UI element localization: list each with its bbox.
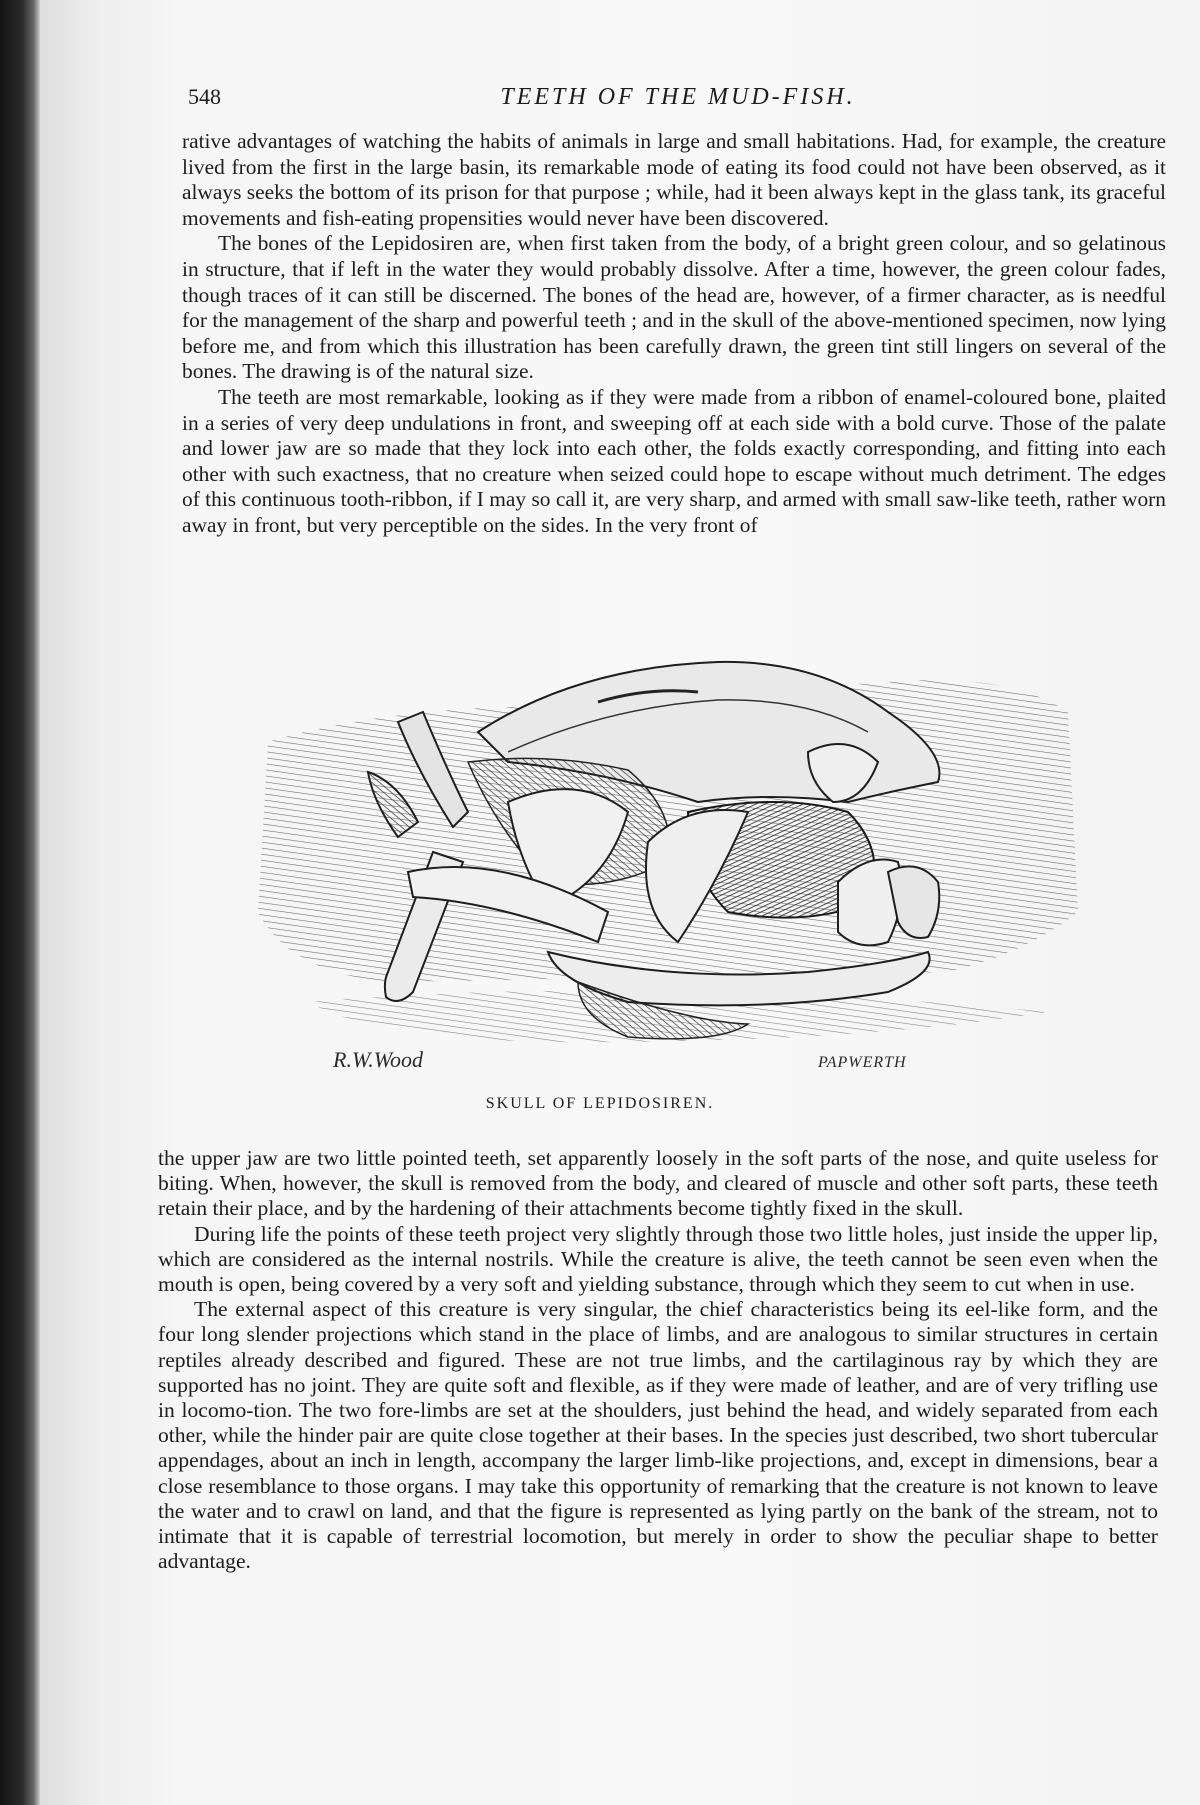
paragraph: The bones of the Lepidosiren are, when first taken from the body, of a bright green colour, and so gelatinous in structure, that if left in the water they would probably dissolve. After a time, however, the green colour fades, though traces of it can still be discerned. The bones of the head are, however, of a firmer character, as is needful for the management of the sharp and powerful teeth ; and in the skull of the above-mentioned specimen, now lying before me, and from which this illustration has been carefully drawn, the green tint still lingers on several of the bones. The drawing is of the natural size.: [182, 231, 1166, 384]
skull-engraving: [248, 652, 1080, 1070]
bottom-text-block: [158, 1146, 1158, 1574]
running-head: [188, 84, 1168, 118]
figure-caption: SKULL OF LEPIDOSIREN.: [485, 1095, 715, 1112]
paragraph: the upper jaw are two little pointed teeth, set apparently loosely in the soft parts of the nose, and quite useless for biting. When, however, the skull is removed from the body, and cleared of muscle and other soft parts, these teeth retain their place, and by the hardening of their attachments become tightly fixed in the skull.: [158, 1146, 1158, 1221]
paragraph: The external aspect of this creature is very singular, the chief characteristics being its eel-like form, and the four long slender projections which stand in the place of limbs, and are analogous to similar structures in certain reptiles already described and figured. These are not true limbs, and the cartilaginous ray by which they are supported has no joint. They are quite soft and flexible, as if they were made of leather, and are of very trifling use in locomo-tion. The two fore-limbs are set at the shoulders, just behind the head, and widely separated from each other, while the hinder pair are quite close together at their bases. In the species just described, two short tubercular appendages, about an inch in length, accompany the larger limb-like projections, and, except in dimensions, bear a close resemblance to those organs. I may take this opportunity of remarking that the creature is not known to leave the water and to crawl on land, and that the figure is represented as lying partly on the bank of the stream, not to intimate that it is capable of terrestrial locomotion, but merely in order to show the peculiar shape to better advantage.: [158, 1297, 1158, 1574]
paragraph: The teeth are most remarkable, looking as if they were made from a ribbon of enamel-coloured bone, plaited in a series of very deep undulations in front, and sweeping off at each side with a bold curve. Those of the palate and lower jaw are so made that they lock into each other, the folds exactly corresponding, and fitting into each other with such exactness, that no creature when seized could hope to escape without much detriment. The edges of this continuous tooth-ribbon, if I may so call it, are very sharp, and armed with small saw-like teeth, rather worn away in front, but very perceptible on the sides. In the very front of: [182, 384, 1166, 537]
engraver-signature-right: PAPWERTH: [818, 1054, 907, 1070]
engraver-signature-left: R.W.Wood: [333, 1047, 424, 1070]
skull-illustration: [248, 652, 1080, 1070]
paragraph: During life the points of these teeth project very slightly through those two little holes, just inside the upper lip, which are considered as the internal nostrils. While the creature is alive, the teeth cannot be seen even when the mouth is open, being covered by a very soft and yielding substance, through which they seem to cut when in use.: [158, 1221, 1158, 1297]
top-text-block: [182, 129, 1166, 539]
running-title: TEETH OF THE MUD-FISH.: [500, 84, 856, 110]
book-binding-edge: [0, 0, 40, 1805]
page-number: 548: [188, 84, 221, 109]
paragraph: rative advantages of watching the habits of animals in large and small habitations. Had, for example, the creature lived from the first in the large basin, its remarkable mode of eating its food could not have been observed, as it always seeks the bottom of its prison for that purpose ; while, had it been always kept in the glass tank, its graceful movements and fish-eating propensities would never have been discovered.: [182, 129, 1166, 230]
